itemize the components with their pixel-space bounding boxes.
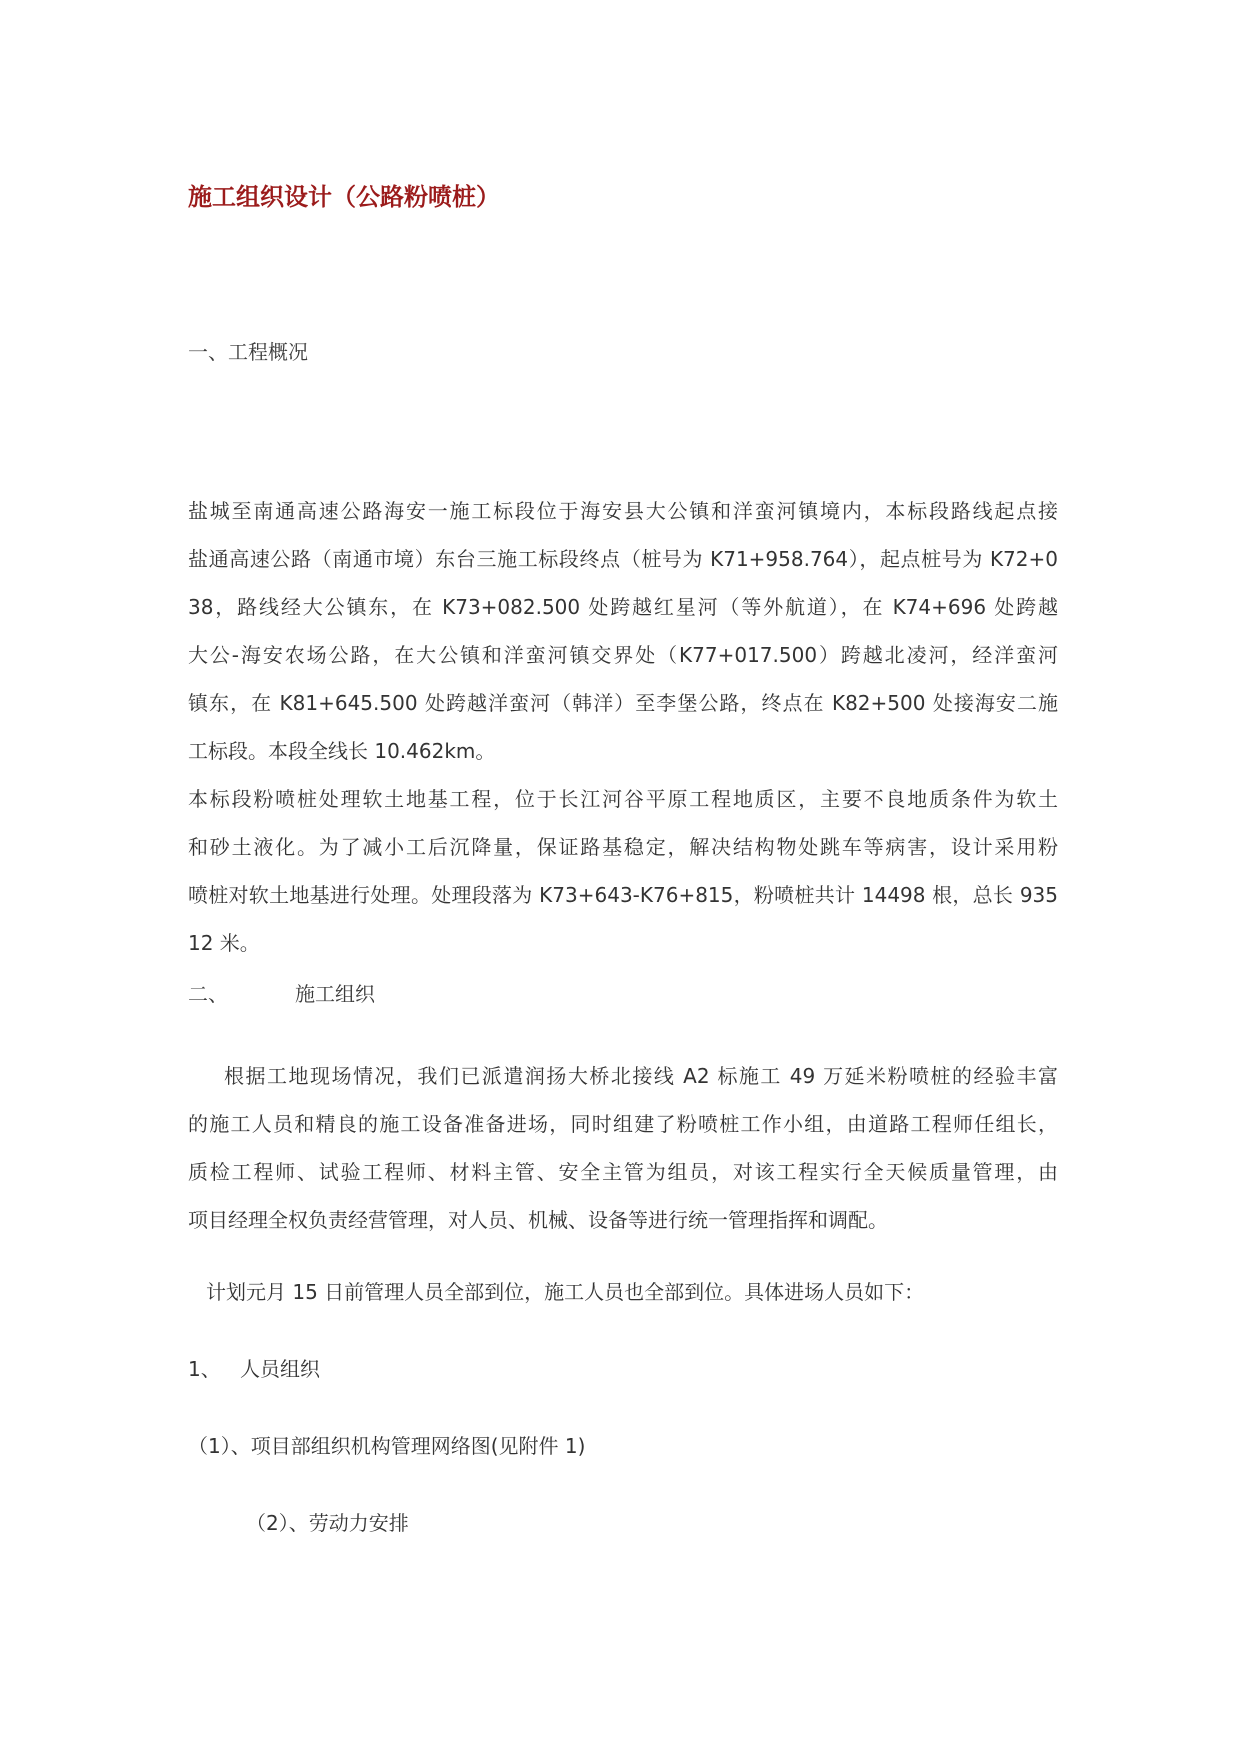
paragraph-line: 的施工人员和精良的施工设备准备进场，同时组建了粉喷桩工作小组，由道路工程师任组长， [188, 1112, 1058, 1136]
paragraph-line: 盐城至南通高速公路海安一施工标段位于海安县大公镇和洋蛮河镇境内，本标段路线起点接 [188, 499, 1058, 523]
section-heading-organization: 施工组织 [295, 982, 375, 1006]
paragraph-organization [188, 1052, 1058, 1244]
list-item-personnel: 人员组织 [240, 1357, 320, 1381]
paragraph-project-overview [188, 487, 1058, 775]
paragraph-line: 喷桩对软土地基进行处理。处理段落为 K73+643-K76+815，粉喷桩共计 14498 根，总长 935 [188, 883, 1058, 907]
section-number-organization: 二、 [188, 982, 228, 1006]
list-item-number: 1、 [188, 1357, 221, 1381]
paragraph-line: 镇东，在 K81+645.500 处跨越洋蛮河（韩洋）至李堡公路，终点在 K82+500 处接海安二施 [188, 691, 1058, 715]
paragraph-line: 项目经理全权负责经营管理，对人员、机械、设备等进行统一管理指挥和调配。 [188, 1208, 888, 1232]
paragraph-line: 质检工程师、试验工程师、材料主管、安全主管为组员，对该工程实行全天候质量管理，由 [188, 1160, 1058, 1184]
section-heading-overview: 一、工程概况 [188, 340, 308, 364]
paragraph-line: 大公-海安农场公路，在大公镇和洋蛮河镇交界处（K77+017.500）跨越北凌河，经洋蛮河 [188, 643, 1058, 667]
paragraph-line: 和砂土液化。为了减小工后沉降量，保证路基稳定，解决结构物处跳车等病害，设计采用粉 [188, 835, 1058, 859]
plan-statement: 计划元月 15 日前管理人员全部到位，施工人员也全部到位。具体进场人员如下： [206, 1280, 925, 1304]
paragraph-line: 根据工地现场情况，我们已派遣润扬大桥北接线 A2 标施工 49 万延米粉喷桩的经验丰富 [224, 1064, 1058, 1088]
paragraph-line: 盐通高速公路（南通市境）东台三施工标段终点（桩号为 K71+958.764），起点桩号为 K72+0 [188, 547, 1058, 571]
paragraph-line: 工标段。本段全线长 10.462km。 [188, 739, 496, 763]
sub-item-labor: （2）、劳动力安排 [246, 1511, 409, 1535]
paragraph-line: 本标段粉喷桩处理软土地基工程，位于长江河谷平原工程地质区，主要不良地质条件为软土 [188, 787, 1058, 811]
paragraph-line: 38，路线经大公镇东，在 K73+082.500 处跨越红星河（等外航道），在 K74+696 处跨越 [188, 595, 1058, 619]
paragraph-soft-soil [188, 775, 1058, 967]
paragraph-line: 12 米。 [188, 931, 260, 955]
document-title: 施工组织设计（公路粉喷桩） [188, 182, 500, 211]
sub-item-org-chart: （1）、项目部组织机构管理网络图(见附件 1) [188, 1434, 586, 1458]
